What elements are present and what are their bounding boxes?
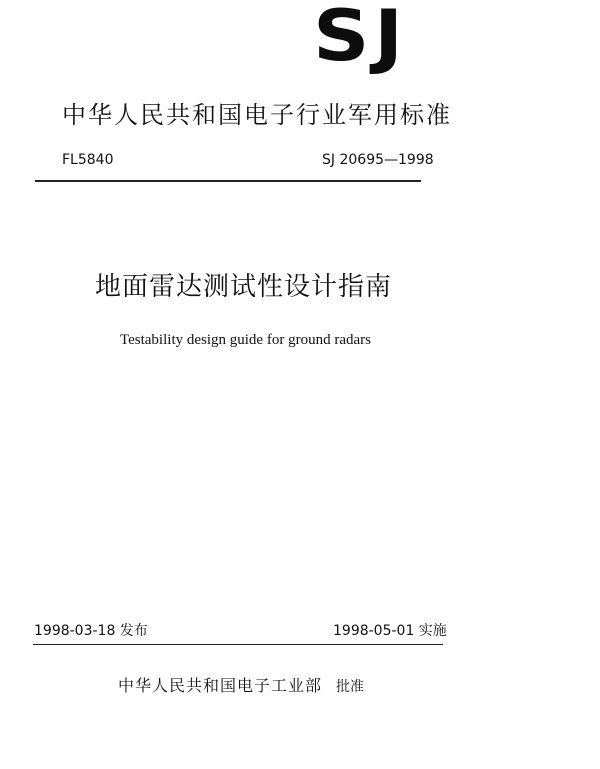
sj-logo: SJ [313, 0, 408, 77]
header-divider [35, 180, 421, 182]
classification-code: FL5840 [62, 152, 114, 168]
effective-date: 1998-05-01 实施 [333, 623, 447, 639]
approval-label: 批准 [336, 679, 365, 695]
issuing-authority [118, 675, 364, 698]
issuer-name: 中华人民共和国电子工业部 [118, 676, 323, 695]
standard-number: SJ 20695—1998 [322, 152, 434, 168]
document-title: 地面雷达测试性设计指南 [95, 272, 393, 302]
issue-date: 1998-03-18 发布 [34, 623, 148, 639]
footer-divider [33, 644, 443, 645]
organization-title: 中华人民共和国电子行业军用标准 [62, 101, 452, 129]
document-subtitle: Testability design guide for ground radars [120, 332, 371, 348]
